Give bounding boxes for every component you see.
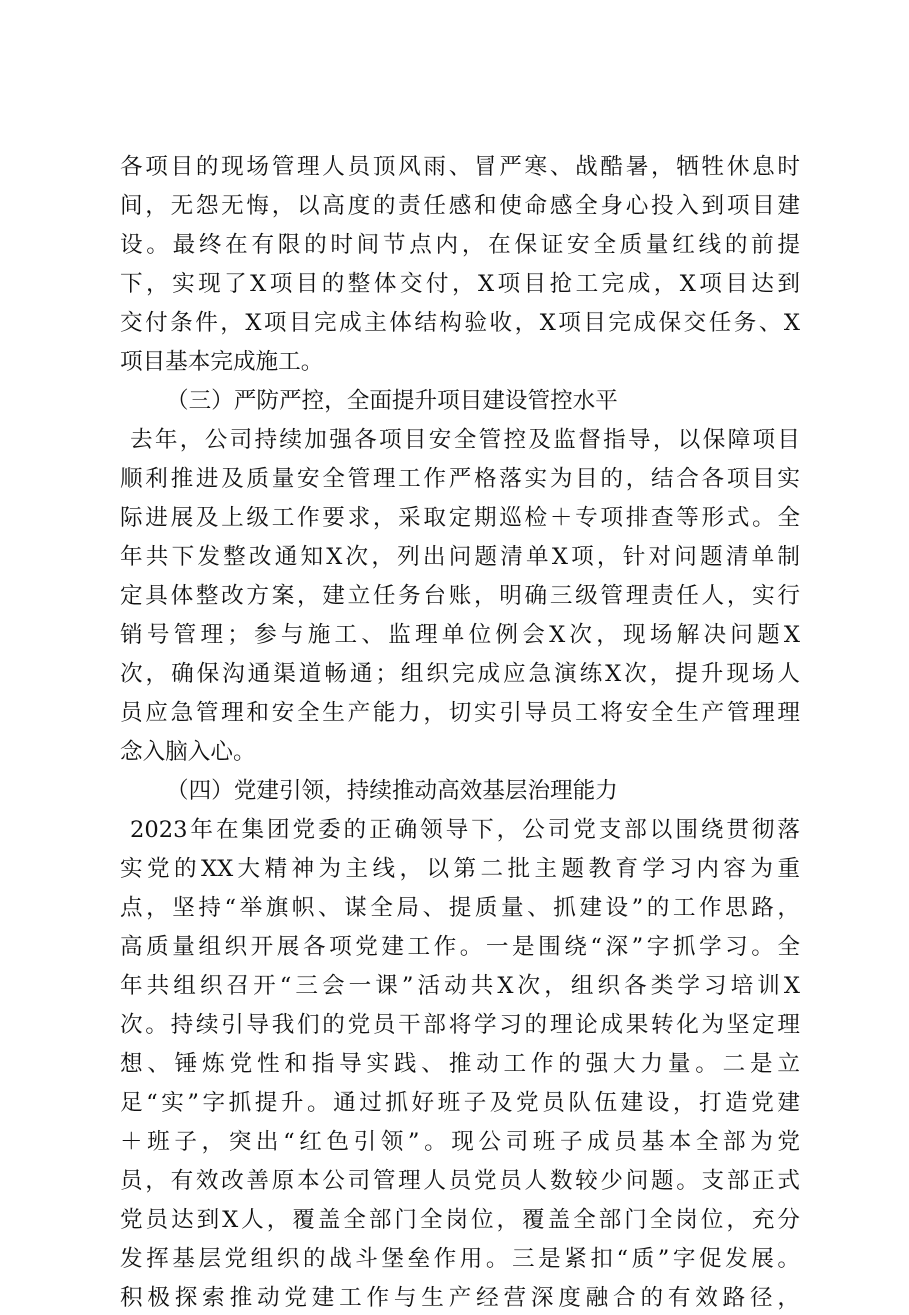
paragraph-line: 次。持续引导我们的党员干部将学习的理论成果转化为坚定理 (120, 1012, 800, 1038)
paragraph-line: 积极探索推动党建工作与生产经营深度融合的有效路径， (120, 1285, 800, 1311)
paragraph-line: 下，实现了X项目的整体交付，X项目抢工完成，X项目达到 (120, 271, 800, 297)
paragraph-line: 销号管理；参与施工、监理单位例会X次，现场解决问题X (120, 622, 800, 648)
paragraph-line: 员应急管理和安全生产能力，切实引导员工将安全生产管理理 (120, 700, 800, 726)
paragraph-line: 发挥基层党组织的战斗堡垒作用。三是紧扣“质”字促发展。 (120, 1246, 800, 1272)
paragraph-line: 实党的XX大精神为主线，以第二批主题教育学习内容为重 (120, 856, 800, 882)
paragraph-line: 想、锤炼党性和指导实践、推动工作的强大力量。二是立 (120, 1051, 800, 1077)
paragraph-line: 足“实”字抓提升。通过抓好班子及党员队伍建设，打造党建 (120, 1090, 800, 1116)
paragraph-line: 间，无怨无悔，以高度的责任感和使命感全身心投入到项目建 (120, 193, 800, 219)
paragraph-line: ＋班子，突出“红色引领”。现公司班子成员基本全部为党 (120, 1129, 800, 1155)
paragraph-line: 定具体整改方案，建立任务台账，明确三级管理责任人，实行 (120, 583, 800, 609)
section-heading-3: （三）严防严控，全面提升项目建设管控水平 (166, 388, 618, 414)
paragraph-line: 高质量组织开展各项党建工作。一是围绕“深”字抓学习。全 (120, 934, 800, 960)
paragraph-line: 点，坚持“举旗帜、谋全局、提质量、抓建设”的工作思路， (120, 895, 800, 921)
paragraph-line: 年共下发整改通知X次，列出问题清单X项，针对问题清单制 (120, 544, 800, 570)
paragraph-line: 交付条件，X项目完成主体结构验收，X项目完成保交任务、X (120, 310, 800, 336)
paragraph-line: 际进展及上级工作要求，采取定期巡检＋专项排查等形式。全 (120, 505, 800, 531)
paragraph-line: 年共组织召开“三会一课”活动共X次，组织各类学习培训X (120, 973, 800, 999)
paragraph-line: 次，确保沟通渠道畅通；组织完成应急演练X次，提升现场人 (120, 661, 800, 687)
section-heading-4: （四）党建引领，持续推动高效基层治理能力 (166, 778, 618, 804)
paragraph-line: 各项目的现场管理人员顶风雨、冒严寒、战酷暑，牺牲休息时 (120, 154, 800, 180)
paragraph-line: 去年，公司持续加强各项目安全管控及监督指导，以保障项目 (130, 427, 800, 453)
paragraph-line: 员，有效改善原本公司管理人员党员人数较少问题。支部正式 (120, 1168, 800, 1194)
paragraph-line: 念入脑入心。 (120, 739, 256, 765)
paragraph-line: 党员达到X人，覆盖全部门全岗位，覆盖全部门全岗位，充分 (120, 1207, 800, 1233)
paragraph-line: 顺利推进及质量安全管理工作严格落实为目的，结合各项目实 (120, 466, 800, 492)
paragraph-line: 2023年在集团党委的正确领导下，公司党支部以围绕贯彻落 (130, 817, 800, 843)
paragraph-line: 设。最终在有限的时间节点内，在保证安全质量红线的前提 (120, 232, 800, 258)
paragraph-line: 项目基本完成施工。 (120, 349, 324, 375)
